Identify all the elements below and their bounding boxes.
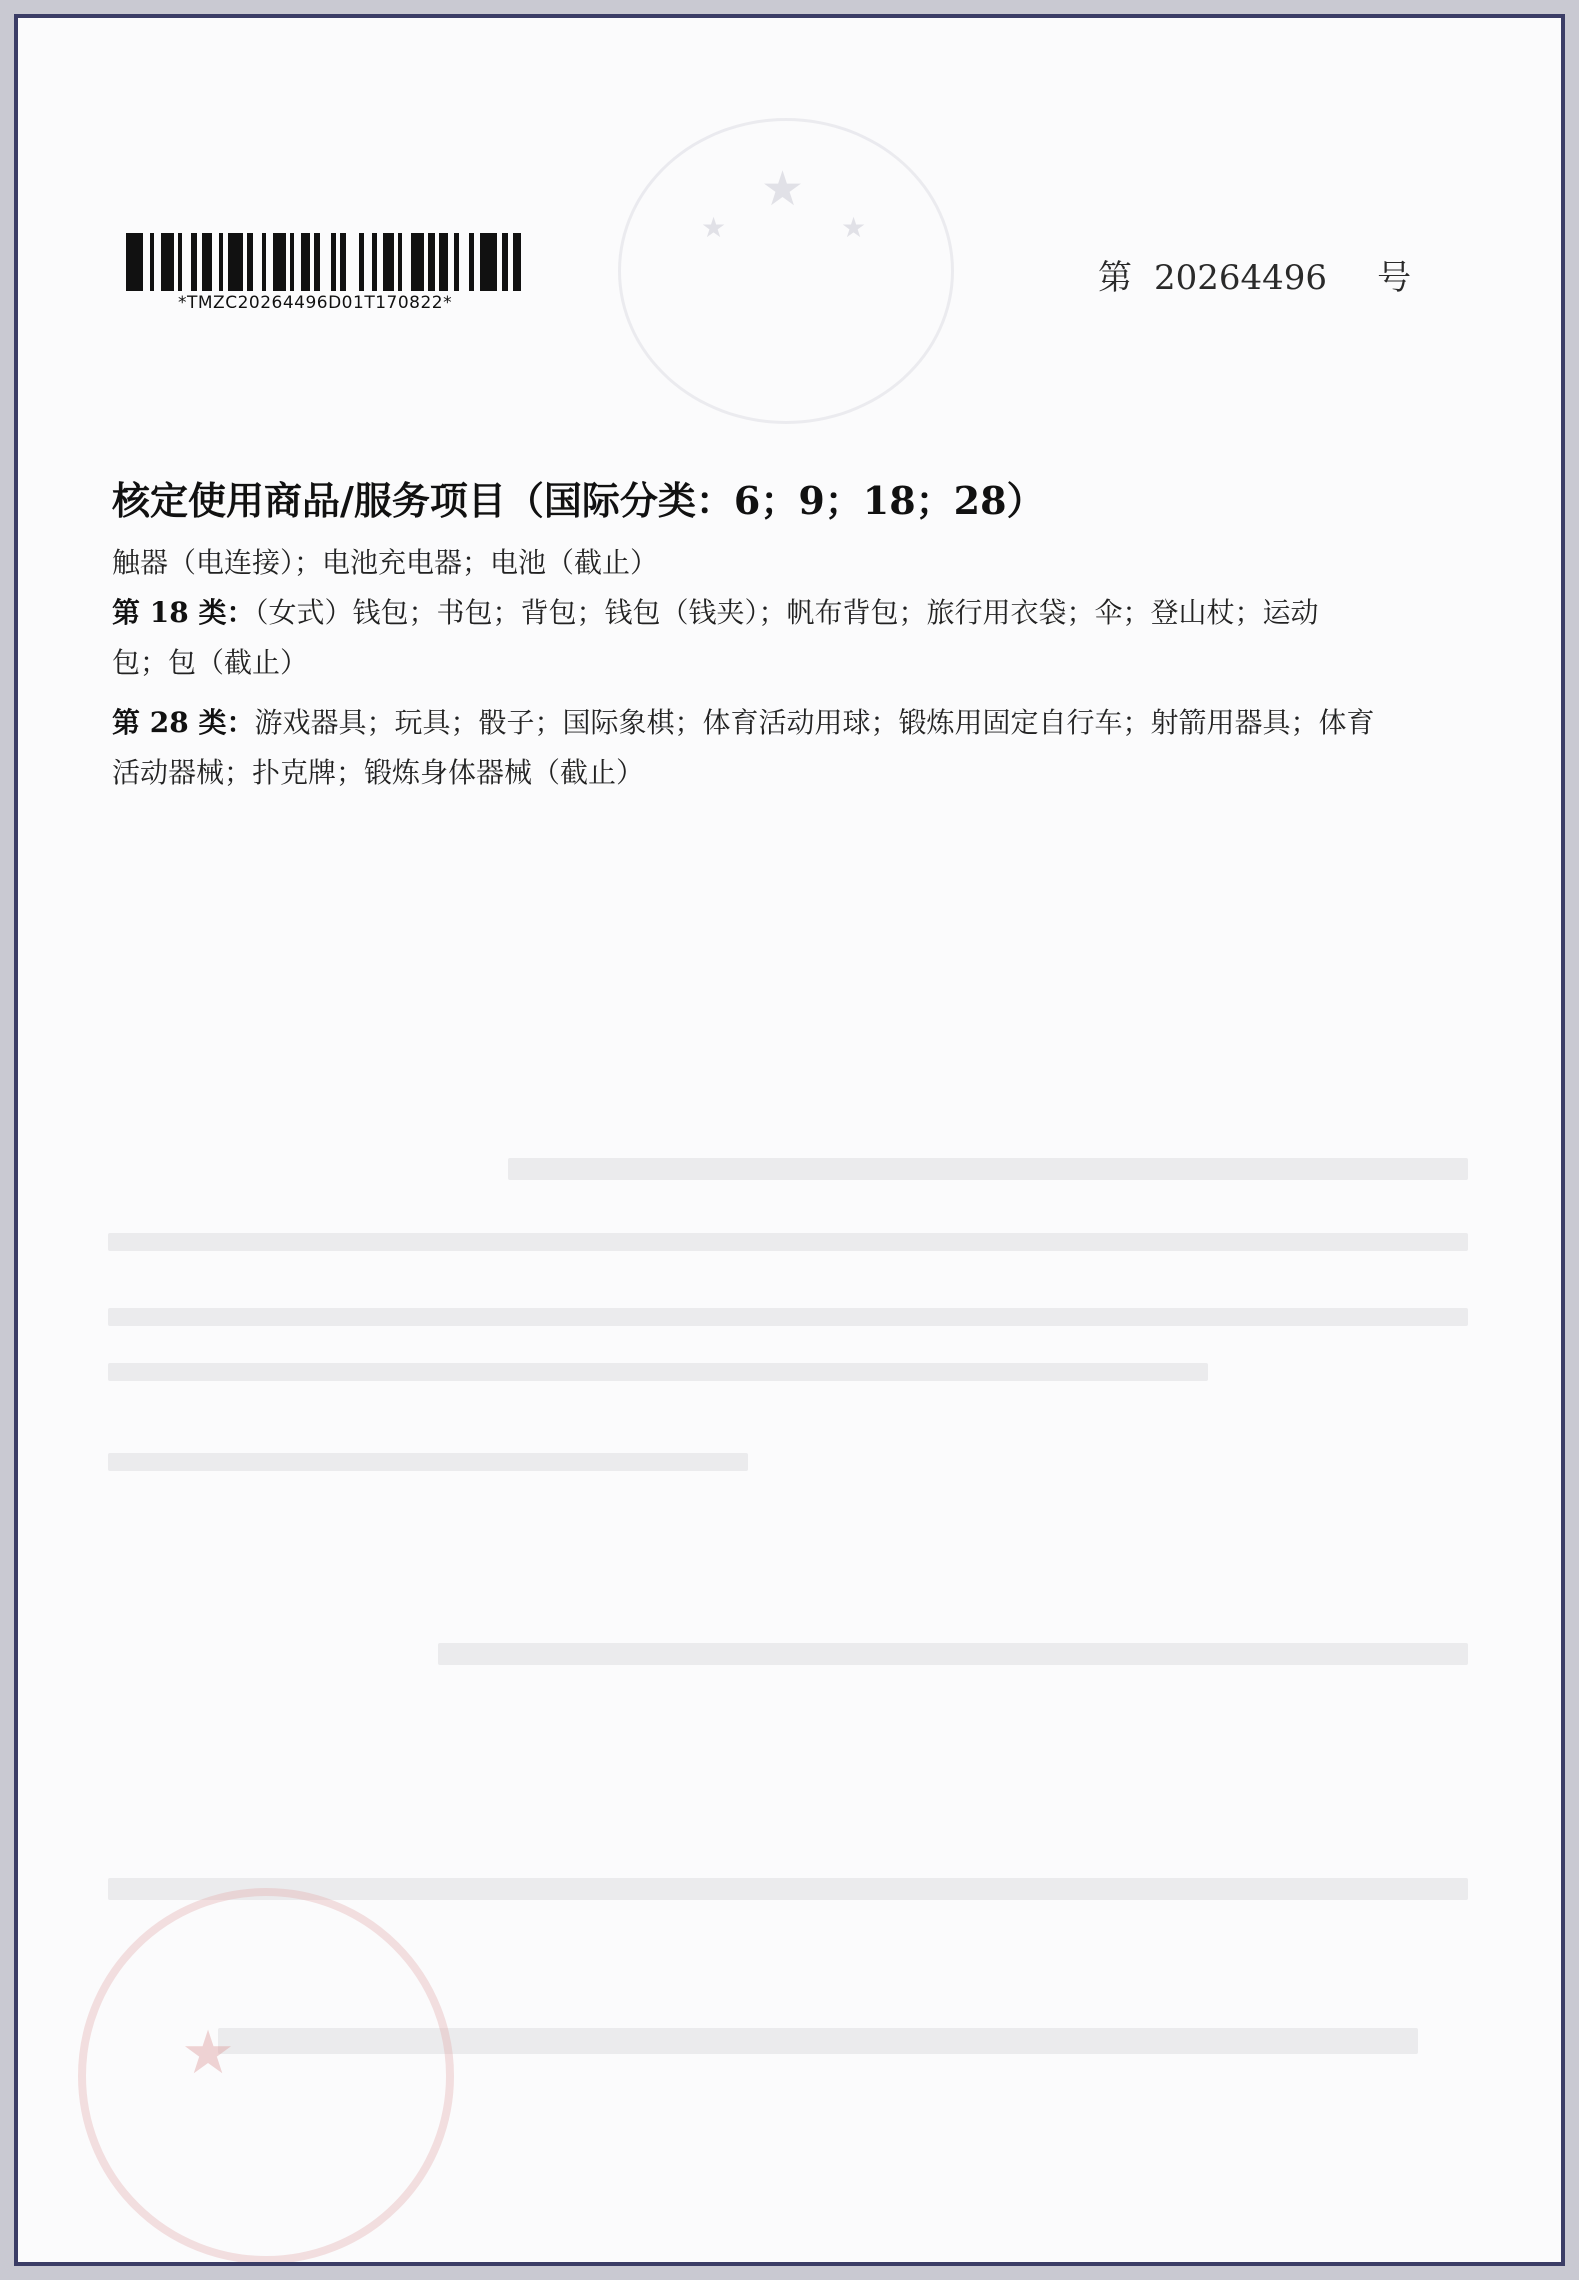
barcode-bar [364, 233, 373, 291]
certificate-page [14, 14, 1565, 2266]
barcode-bar [273, 233, 286, 291]
registration-number [1098, 250, 1411, 299]
class-18-text: （女式）钱包；书包；背包；钱包（钱夹）；帆布背包；旅行用衣袋；伞；登山杖；运动 [254, 596, 1319, 629]
bleed-through-line [108, 1453, 748, 1471]
barcode-bar [383, 233, 394, 291]
barcode-bar [301, 233, 310, 291]
barcode-bar [320, 233, 331, 291]
bleed-through-line [108, 1363, 1208, 1381]
seal-star: ★ [181, 2018, 235, 2088]
national-emblem-watermark: ★ ★ ★ [618, 118, 954, 424]
barcode-bar [402, 233, 411, 291]
bleed-through-line [508, 1158, 1468, 1180]
barcode-bar [411, 233, 424, 291]
class-9-tail: 触器（电连接）；电池充电器；电池（截止） [112, 546, 659, 579]
barcode-bar [459, 233, 470, 291]
class-18-label: 第 18 类： [112, 596, 255, 629]
barcode-bar [202, 233, 213, 291]
class-28-text: 游戏器具；玩具；骰子；国际象棋；体育活动用球；锻炼用固定自行车；射箭用器具；体育 [254, 706, 1375, 739]
bleed-through-line [438, 1643, 1468, 1665]
registration-prefix: 第 [1098, 258, 1132, 298]
bleed-through-line [108, 1233, 1468, 1251]
bleed-through-line [108, 1308, 1468, 1326]
class-18-line2: 包；包（截止） [112, 646, 309, 679]
class-28-line1 [112, 698, 1482, 748]
registration-suffix: 号 [1377, 258, 1412, 298]
goods-services-list [112, 538, 1482, 798]
registration-number-value: 20264496 [1154, 258, 1328, 298]
barcode-bar [182, 233, 191, 291]
barcode-bar [228, 233, 243, 291]
barcode-bar [253, 233, 262, 291]
goods-services-heading: 核定使用商品/服务项目（国际分类：6；9；18；28） [112, 478, 1045, 523]
official-seal-stamp [78, 1888, 454, 2264]
barcode-image [126, 233, 526, 291]
barcode-bar [161, 233, 174, 291]
barcode-bar [126, 233, 143, 291]
barcode-bar [521, 233, 525, 291]
barcode-bar [480, 233, 497, 291]
barcode-code: *TMZC20264496D01T170822* [178, 293, 453, 313]
class-18-line1 [112, 588, 1482, 638]
barcode-bar [439, 233, 448, 291]
barcode-bar [513, 233, 522, 291]
class-28-line2: 活动器械；扑克牌；锻炼身体器械（截止） [112, 756, 645, 789]
class-28-label: 第 28 类： [112, 706, 255, 739]
barcode-bar [346, 233, 359, 291]
